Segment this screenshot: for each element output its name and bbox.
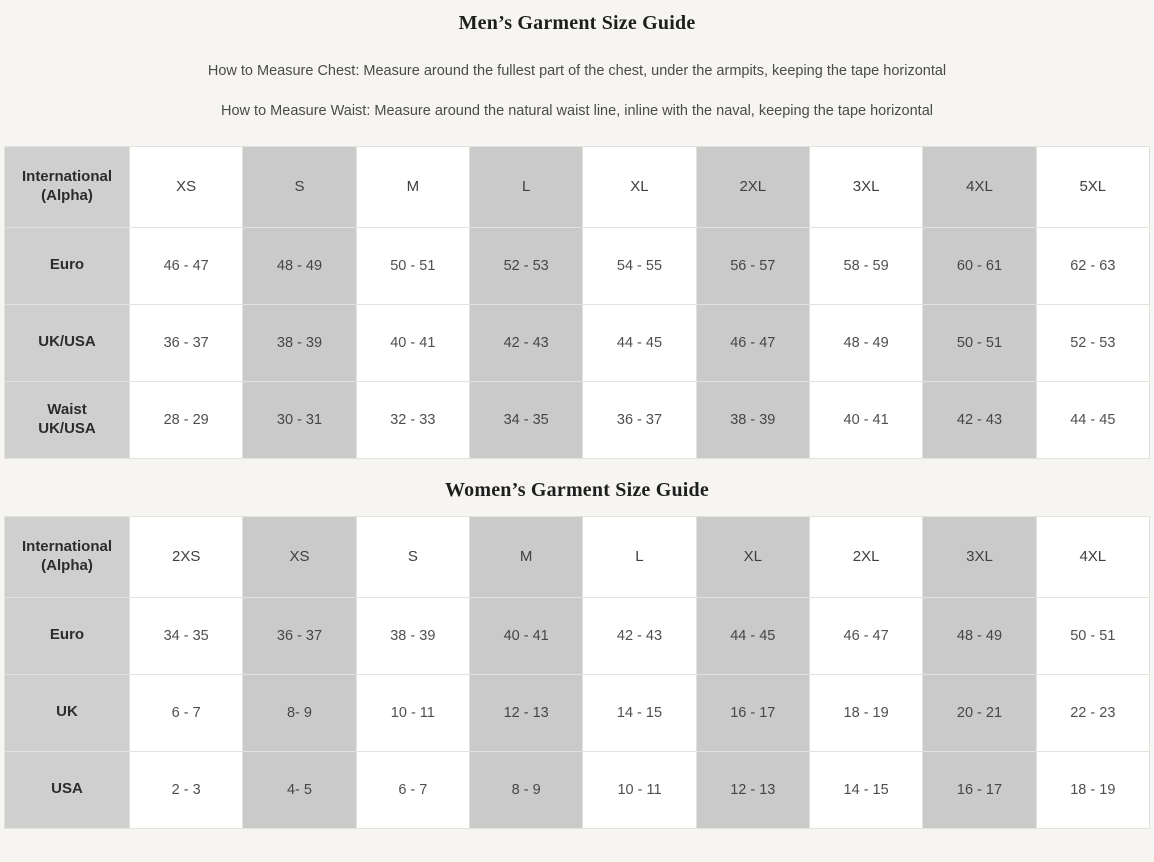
cell: S (243, 146, 356, 227)
table-row (5, 304, 1150, 381)
size-guide-page (0, 12, 1154, 829)
cell: 62 - 63 (1036, 227, 1149, 304)
page-title-womens: Women’s Garment Size Guide (445, 478, 709, 501)
cell: 5XL (1036, 146, 1149, 227)
cell: 32 - 33 (356, 381, 469, 458)
cell: L (583, 516, 696, 597)
cell: 18 - 19 (1036, 751, 1149, 828)
cell: 38 - 39 (356, 597, 469, 674)
cell: 4- 5 (243, 751, 356, 828)
cell: 10 - 11 (583, 751, 696, 828)
cell: 42 - 43 (583, 597, 696, 674)
cell: 56 - 57 (696, 227, 809, 304)
row-header-line1: USA (51, 780, 83, 798)
cell: XL (583, 146, 696, 227)
cell: 50 - 51 (1036, 597, 1149, 674)
howto-measure-chest: How to Measure Chest: Measure around the fullest part of the chest, under the armpits, keeping the tape horizontal (207, 63, 947, 79)
row-header-euro (5, 597, 130, 674)
cell: XL (696, 516, 809, 597)
cell: 52 - 53 (1036, 304, 1149, 381)
table-row (5, 597, 1150, 674)
cell: 48 - 49 (923, 597, 1036, 674)
row-header-line2: (Alpha) (41, 556, 93, 574)
cell: 18 - 19 (809, 674, 922, 751)
cell: 36 - 37 (583, 381, 696, 458)
row-header-line2: (Alpha) (41, 186, 93, 204)
row-header-uk (5, 674, 130, 751)
cell: 20 - 21 (923, 674, 1036, 751)
mens-size-table (4, 146, 1150, 459)
cell: 42 - 43 (469, 304, 582, 381)
cell: 50 - 51 (923, 304, 1036, 381)
cell: 2 - 3 (130, 751, 243, 828)
cell: 40 - 41 (809, 381, 922, 458)
cell: 42 - 43 (923, 381, 1036, 458)
table-row (5, 516, 1150, 597)
row-header-ukusa (5, 304, 130, 381)
cell: 50 - 51 (356, 227, 469, 304)
cell: 14 - 15 (809, 751, 922, 828)
cell: XS (243, 516, 356, 597)
cell: 60 - 61 (923, 227, 1036, 304)
cell: 2XL (809, 516, 922, 597)
cell: 8 - 9 (469, 751, 582, 828)
cell: 16 - 17 (923, 751, 1036, 828)
cell: 12 - 13 (696, 751, 809, 828)
cell: 30 - 31 (243, 381, 356, 458)
howto-measure-waist: How to Measure Waist: Measure around the natural waist line, inline with the naval, keeping the tape horizontal (221, 103, 933, 120)
row-header-line2: UK/USA (38, 419, 96, 437)
row-header-euro (5, 227, 130, 304)
cell: 3XL (923, 516, 1036, 597)
cell: L (469, 146, 582, 227)
cell: 48 - 49 (809, 304, 922, 381)
cell: 36 - 37 (243, 597, 356, 674)
cell: 46 - 47 (696, 304, 809, 381)
cell: 28 - 29 (130, 381, 243, 458)
cell: 3XL (809, 146, 922, 227)
cell: 44 - 45 (583, 304, 696, 381)
cell: XS (130, 146, 243, 227)
womens-size-table (4, 516, 1150, 829)
cell: 22 - 23 (1036, 674, 1149, 751)
row-header-waist-ukusa (5, 381, 130, 458)
cell: 2XS (130, 516, 243, 597)
cell: 14 - 15 (583, 674, 696, 751)
cell: 40 - 41 (469, 597, 582, 674)
cell: 36 - 37 (130, 304, 243, 381)
row-header-line1: International (21, 537, 112, 555)
cell: 40 - 41 (356, 304, 469, 381)
cell: 4XL (1036, 516, 1149, 597)
cell: 48 - 49 (243, 227, 356, 304)
cell: 8- 9 (243, 674, 356, 751)
cell: 38 - 39 (243, 304, 356, 381)
page-title-mens: Men’s Garment Size Guide (458, 12, 696, 34)
cell: 44 - 45 (696, 597, 809, 674)
table-row (5, 751, 1150, 828)
cell: 34 - 35 (130, 597, 243, 674)
row-header-line1: Euro (49, 626, 85, 644)
table-row (5, 227, 1150, 304)
cell: 54 - 55 (583, 227, 696, 304)
cell: 46 - 47 (130, 227, 243, 304)
table-row (5, 674, 1150, 751)
table-row (5, 146, 1150, 227)
cell: 44 - 45 (1036, 381, 1149, 458)
row-header-international (5, 516, 130, 597)
row-header-line1: UK (56, 703, 78, 721)
row-header-line1: Waist (47, 400, 87, 418)
cell: S (356, 516, 469, 597)
cell: 52 - 53 (469, 227, 582, 304)
cell: 10 - 11 (356, 674, 469, 751)
cell: 6 - 7 (356, 751, 469, 828)
cell: M (469, 516, 582, 597)
cell: M (356, 146, 469, 227)
cell: 12 - 13 (469, 674, 582, 751)
cell: 46 - 47 (809, 597, 922, 674)
row-header-line1: International (21, 167, 112, 185)
row-header-international (5, 146, 130, 227)
cell: 38 - 39 (696, 381, 809, 458)
table-row (5, 381, 1150, 458)
row-header-line1: Euro (49, 256, 85, 274)
row-header-line1: UK/USA (38, 333, 96, 351)
cell: 4XL (923, 146, 1036, 227)
cell: 16 - 17 (696, 674, 809, 751)
row-header-usa (5, 751, 130, 828)
cell: 2XL (696, 146, 809, 227)
cell: 58 - 59 (809, 227, 922, 304)
cell: 34 - 35 (469, 381, 582, 458)
cell: 6 - 7 (130, 674, 243, 751)
